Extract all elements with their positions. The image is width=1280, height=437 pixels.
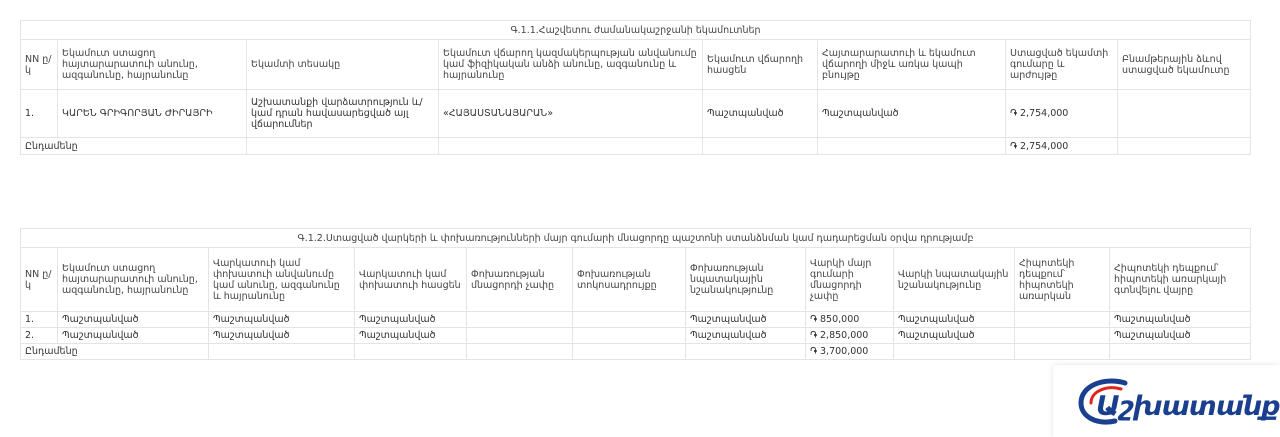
col-header: Բնամթերային ձևով ստացված եկամուտը <box>1118 40 1251 90</box>
table-cell <box>467 328 573 344</box>
loans-table-caption: Գ.1.2.Ստացված վարկերի և փոխառությունների մայր գումարի մնացորդը պաշտոնի ստանձնման կամ դադարեցման օրվա դրությամբ <box>21 229 1251 248</box>
site-logo <box>1053 365 1280 437</box>
table-cell: 1. <box>21 90 58 138</box>
table-cell: Պաշտպանված <box>703 90 818 138</box>
table-cell: Պաշտպանված <box>209 328 355 344</box>
table-cell: Պաշտպանված <box>686 312 806 328</box>
col-header: Եկամուտ վճարողի հասցեն <box>703 40 818 90</box>
table-cell: Պաշտպանված <box>209 312 355 328</box>
table-cell: Պաշտպանված <box>355 312 467 328</box>
total-row <box>21 344 1251 360</box>
table-cell: Պաշտպանված <box>894 328 1015 344</box>
total-value: ֏ 2,754,000 <box>1006 138 1118 155</box>
col-header: Եկամուտ ստացող հայտարարատուի անունը, ազգանունը, հայրանունը <box>58 40 247 90</box>
col-header: NN ը/կ <box>21 248 58 312</box>
table-cell: 2. <box>21 328 58 344</box>
col-header: Հայտարարատուի և եկամուտ վճարողի միջև առկա կապի բնույթը <box>818 40 1006 90</box>
income-table <box>20 20 1251 155</box>
col-header: Փոխառության նպատակային նշանակությունը <box>686 248 806 312</box>
col-header: Վարկատուի կամ փոխատուի հասցեն <box>355 248 467 312</box>
income-table-caption: Գ.1.1.Հաշվետու ժամանակաշրջանի եկամուտներ <box>21 21 1251 40</box>
table-cell <box>1015 328 1110 344</box>
table-cell: «ՀԱՅԱՍՏԱՆԱՅԱՐԱՆ» <box>439 90 703 138</box>
table-cell: Պաշտպանված <box>818 90 1006 138</box>
table-cell: Պաշտպանված <box>1110 312 1251 328</box>
col-header: Հիպոտեկի դեպքում՝ հիպոտեկի առարկան <box>1015 248 1110 312</box>
table-cell: ԿԱՐԵՆ ԳՐԻԳՈՐՅԱՆ ԺԻՐԱՅՐԻ <box>58 90 247 138</box>
table-row <box>21 90 1251 138</box>
table-cell: ֏ 850,000 <box>806 312 894 328</box>
col-header: Հիպոտեկի դեպքում՝ հիպոտեկի առարկայի գտնվելու վայրը <box>1110 248 1251 312</box>
logo-wordmark: Աշխատանք <box>1096 391 1280 422</box>
table-cell <box>467 312 573 328</box>
col-header: Վարկի մայր գումարի մնացորդի չափը <box>806 248 894 312</box>
table-cell: ֏ 2,850,000 <box>806 328 894 344</box>
total-label: Ընդամենը <box>21 344 209 360</box>
total-row <box>21 138 1251 155</box>
table-row <box>21 328 1251 344</box>
table-row <box>21 312 1251 328</box>
col-header: Փոխառության մնացորդի չափը <box>467 248 573 312</box>
table-cell: Պաշտպանված <box>58 328 209 344</box>
table-cell: Պաշտպանված <box>1110 328 1251 344</box>
col-header: Փոխառության տոկոսադրույքը <box>573 248 686 312</box>
table-cell: Պաշտպանված <box>686 328 806 344</box>
table-cell <box>1015 312 1110 328</box>
col-header: Եկամտի տեսակը <box>247 40 439 90</box>
col-header: Վարկատուի կամ փոխատուի անվանումը կամ անունը, ազգանունը և հայրանունը <box>209 248 355 312</box>
table-cell: 1. <box>21 312 58 328</box>
col-header: Եկամուտ ստացող հայտարարատուի անունը, ազգանունը, հայրանունը <box>58 248 209 312</box>
table-cell: Պաշտպանված <box>58 312 209 328</box>
total-value: ֏ 3,700,000 <box>806 344 894 360</box>
total-label: Ընդամենը <box>21 138 247 155</box>
table-cell <box>573 312 686 328</box>
col-header: Ստացված եկամտի գումարը և արժույթը <box>1006 40 1118 90</box>
table-cell: ֏ 2,754,000 <box>1006 90 1118 138</box>
table-cell: Պաշտպանված <box>894 312 1015 328</box>
loans-table <box>20 228 1251 360</box>
table-cell: Աշխատանքի վարձատրություն և/կամ դրան հավասարեցված այլ վճարումներ <box>247 90 439 138</box>
col-header: Վարկի նպատակային նշանակությունը <box>894 248 1015 312</box>
table-cell <box>1118 90 1251 138</box>
table-cell: Պաշտպանված <box>355 328 467 344</box>
col-header: Եկամուտ վճարող կազմակերպության անվանումը կամ ֆիզիկական անձի անունը, ազգանունը և հայրանունը <box>439 40 703 90</box>
col-header: NN ը/կ <box>21 40 58 90</box>
table-cell <box>573 328 686 344</box>
